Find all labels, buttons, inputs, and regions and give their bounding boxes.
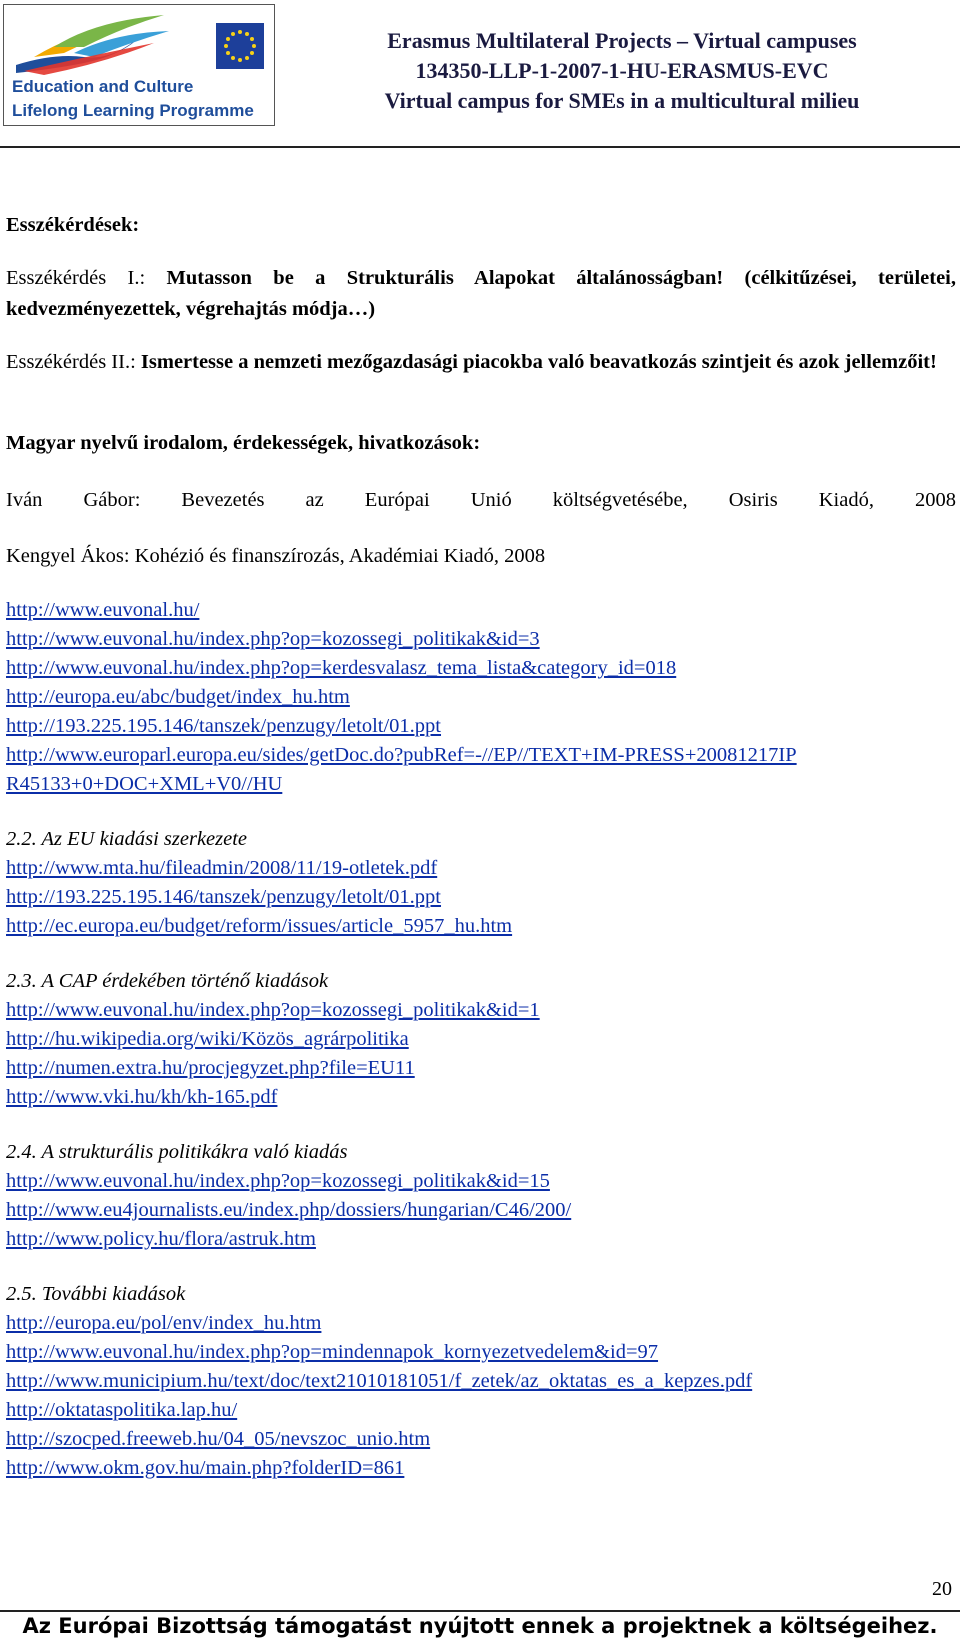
link-euvonal-kozossegi-15[interactable]: http://www.euvonal.hu/index.php?op=kozossegi_politikak&id=15 [6, 1170, 550, 1192]
essay-question-1-prefix: Esszékérdés I.: [6, 267, 167, 289]
eu-flag-icon [216, 23, 264, 69]
page-header [0, 0, 960, 150]
essay-question-2-prefix: Esszékérdés II.: [6, 351, 141, 373]
general-links [6, 596, 956, 799]
header-line-2: 134350-LLP-1-2007-1-HU-ERASMUS-EVC [415, 58, 829, 83]
essay-heading: Esszékérdések: [6, 214, 140, 236]
link-tanszek-ppt-2[interactable]: http://193.225.195.146/tanszek/penzugy/letolt/01.ppt [6, 886, 442, 908]
link-tanszek-ppt[interactable]: http://193.225.195.146/tanszek/penzugy/letolt/01.ppt [6, 715, 442, 737]
header-divider [0, 146, 960, 148]
link-eu4journalists[interactable]: http://www.eu4journalists.eu/index.php/dossiers/hungarian/C46/200/ [6, 1199, 572, 1221]
link-euvonal-kornyezetvedelem[interactable]: http://www.euvonal.hu/index.php?op=mindennapok_kornyezetvedelem&id=97 [6, 1341, 659, 1363]
education-culture-logo [3, 4, 275, 126]
reference-1: Iván Gábor: Bevezetés az Európai Unió költségvetésébe, Osiris Kiadó, 2008 [6, 489, 956, 511]
link-euvonal-home[interactable]: http://www.euvonal.hu/ [6, 599, 200, 621]
link-wikipedia-agrarpolitika[interactable]: http://hu.wikipedia.org/wiki/Közös_agrárpolitika [6, 1028, 409, 1050]
section-title-2-2: 2.2. Az EU kiadási szerkezete [6, 828, 248, 850]
page-number: 20 [932, 1578, 952, 1600]
reference-2: Kengyel Ákos: Kohézió és finanszírozás, Akadémiai Kiadó, 2008 [6, 545, 546, 567]
funding-footer: Az Európai Bizottság támogatást nyújtott ennek a projektnek a költségeihez. [22, 1614, 938, 1638]
lifelong-learning-swoosh-icon [14, 13, 174, 77]
link-euvonal-kerdesvalasz[interactable]: http://www.euvonal.hu/index.php?op=kerdesvalasz_tema_lista&category_id=018 [6, 657, 677, 679]
link-euvonal-kozossegi-3[interactable]: http://www.euvonal.hu/index.php?op=kozossegi_politikak&id=3 [6, 628, 540, 650]
link-oktataspolitika[interactable]: http://oktataspolitika.lap.hu/ [6, 1399, 238, 1421]
link-szocped-nevszoc[interactable]: http://szocped.freeweb.hu/04_05/nevszoc_unio.htm [6, 1428, 431, 1450]
project-header-text [332, 26, 912, 116]
section-2-2 [6, 825, 956, 941]
link-vki-kh165[interactable]: http://www.vki.hu/kh/kh-165.pdf [6, 1086, 278, 1108]
section-2-4 [6, 1138, 956, 1254]
link-okm-main[interactable]: http://www.okm.gov.hu/main.php?folderID=861 [6, 1457, 405, 1479]
footer-divider [0, 1610, 960, 1612]
link-municipium-oktatas[interactable]: http://www.municipium.hu/text/doc/text21010181051/f_zetek/az_oktatas_es_a_kepzes.pdf [6, 1370, 753, 1392]
section-title-2-3: 2.3. A CAP érdekében történő kiadások [6, 970, 329, 992]
section-title-2-4: 2.4. A strukturális politikákra való kiadás [6, 1141, 348, 1163]
link-euvonal-kozossegi-1[interactable]: http://www.euvonal.hu/index.php?op=kozossegi_politikak&id=1 [6, 999, 540, 1021]
document-body [6, 210, 956, 1483]
section-2-3 [6, 967, 956, 1112]
essay-question-1-text: Mutasson be a Strukturális Alapokat általánosságban! (célkitűzései, területei, kedvezményezettek, végrehajtás módja…) [6, 267, 956, 320]
link-mta-otletek[interactable]: http://www.mta.hu/fileadmin/2008/11/19-otletek.pdf [6, 857, 438, 879]
section-2-5 [6, 1280, 956, 1483]
literature-heading: Magyar nyelvű irodalom, érdekességek, hivatkozások: [6, 432, 481, 454]
essay-question-2-text: Ismertesse a nemzeti mezőgazdasági piacokba való beavatkozás szintjeit és azok jellemzőit! [140, 351, 937, 373]
logo-text-education-culture: Education and Culture [12, 77, 194, 96]
logo-text-lifelong-learning: Lifelong Learning Programme [12, 101, 254, 120]
link-europarl-press[interactable]: http://www.europarl.europa.eu/sides/getDoc.do?pubRef=-//EP//TEXT+IM-PRESS+20081217IPR45133+0+DOC+XML+V0//HU [6, 744, 797, 795]
link-europa-env[interactable]: http://europa.eu/pol/env/index_hu.htm [6, 1312, 322, 1334]
link-ec-budget-reform[interactable]: http://ec.europa.eu/budget/reform/issues/article_5957_hu.htm [6, 915, 513, 937]
essay-question-1 [6, 263, 956, 325]
link-policy-astruk[interactable]: http://www.policy.hu/flora/astruk.htm [6, 1228, 316, 1250]
header-line-1: Erasmus Multilateral Projects – Virtual campuses [387, 28, 857, 53]
link-numen-procjegyzet[interactable]: http://numen.extra.hu/procjegyzet.php?file=EU11 [6, 1057, 415, 1079]
link-europa-budget[interactable]: http://europa.eu/abc/budget/index_hu.htm [6, 686, 350, 708]
header-line-3: Virtual campus for SMEs in a multicultural milieu [384, 88, 860, 113]
essay-question-2 [6, 347, 956, 378]
section-title-2-5: 2.5. További kiadások [6, 1283, 186, 1305]
